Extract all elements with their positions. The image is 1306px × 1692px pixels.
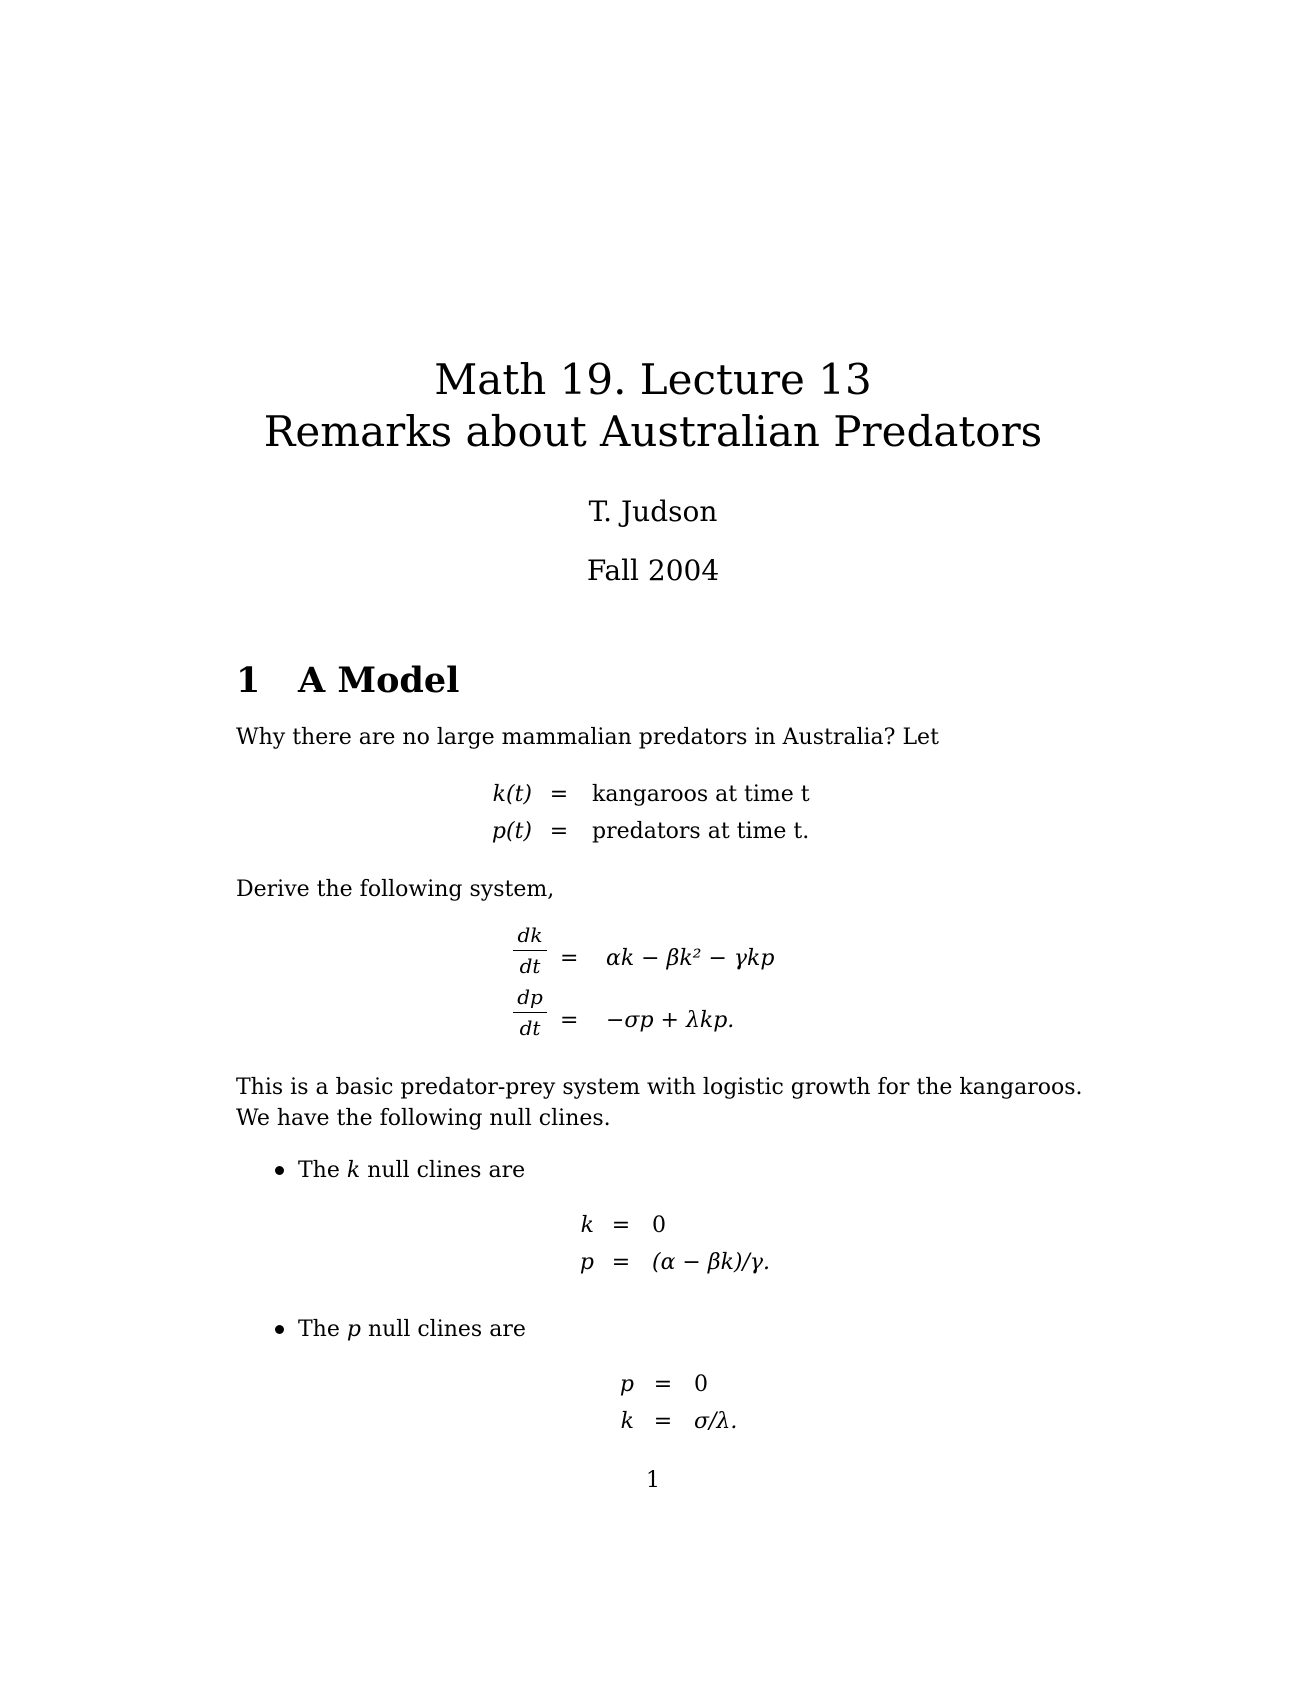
system-rhs: −σp + λkp. [606,1008,735,1033]
section-heading [236,660,459,701]
definition-row [0,817,1306,847]
section-title: A Model [298,660,460,701]
equation-equals: = [653,1372,673,1397]
definition-rhs: kangaroos at time t [592,782,810,807]
nullcline-equation [0,1211,1306,1241]
equation-rhs: σ/λ. [694,1409,738,1434]
equation-lhs: k [580,1213,594,1238]
fraction-bar [513,950,547,951]
system-rhs: αk − βk² − γkp [606,946,775,971]
equation-equals: = [611,1213,631,1238]
equation-equals: = [653,1409,673,1434]
definition-lhs: k(t) [492,782,532,807]
bullet-text-after: null clines are [360,1158,526,1183]
system-equals: = [560,946,579,971]
fraction-numerator: dp [517,985,543,1009]
bullet-text [298,1155,525,1186]
paragraph-line: This is a basic predator-prey system with logistic growth for the kangaroos. [236,1075,1083,1100]
author: T. Judson [588,495,718,528]
bullet-text-before: The [298,1317,347,1342]
date: Fall 2004 [586,554,720,587]
system-equals: = [560,1008,579,1033]
bullet-text-before: The [298,1158,347,1183]
nullcline-equation [0,1248,1306,1278]
definition-equals: = [549,782,569,807]
section-number: 1 [236,660,261,701]
page-number: 1 [646,1468,660,1493]
bullet-icon [275,1166,284,1175]
definition-equals: = [549,819,569,844]
equation-equals: = [611,1250,631,1275]
equation-rhs: 0 [694,1372,708,1397]
paragraph-line: We have the following null clines. [236,1106,611,1131]
fraction-denominator: dt [519,1016,541,1040]
derive-paragraph: Derive the following system, [236,877,555,902]
equation-rhs: 0 [652,1213,666,1238]
title-line-2: Remarks about Australian Predators [263,407,1043,456]
derivative-fraction [513,984,547,1041]
bullet-variable: p [346,1317,361,1342]
definition-row [0,780,1306,810]
fraction-denominator: dt [519,954,541,978]
title-line-1: Math 19. Lecture 13 [434,355,872,404]
intro-paragraph: Why there are no large mammalian predators in Australia? Let [236,725,939,750]
bullet-text-after: null clines are [360,1317,526,1342]
definition-lhs: p(t) [491,819,532,844]
bullet-text [298,1314,526,1345]
fraction-bar [513,1012,547,1013]
fraction-numerator: dk [517,923,543,947]
definition-rhs: predators at time t. [592,819,810,844]
equation-lhs: p [619,1372,634,1397]
equation-rhs: (α − βk)/γ. [652,1250,771,1275]
bullet-icon [275,1325,284,1334]
equation-lhs: p [579,1250,594,1275]
nullcline-equation [0,1370,1306,1400]
equation-lhs: k [620,1409,634,1434]
nullcline-equation [0,1407,1306,1437]
derivative-fraction [513,922,547,979]
bullet-variable: k [346,1158,361,1183]
